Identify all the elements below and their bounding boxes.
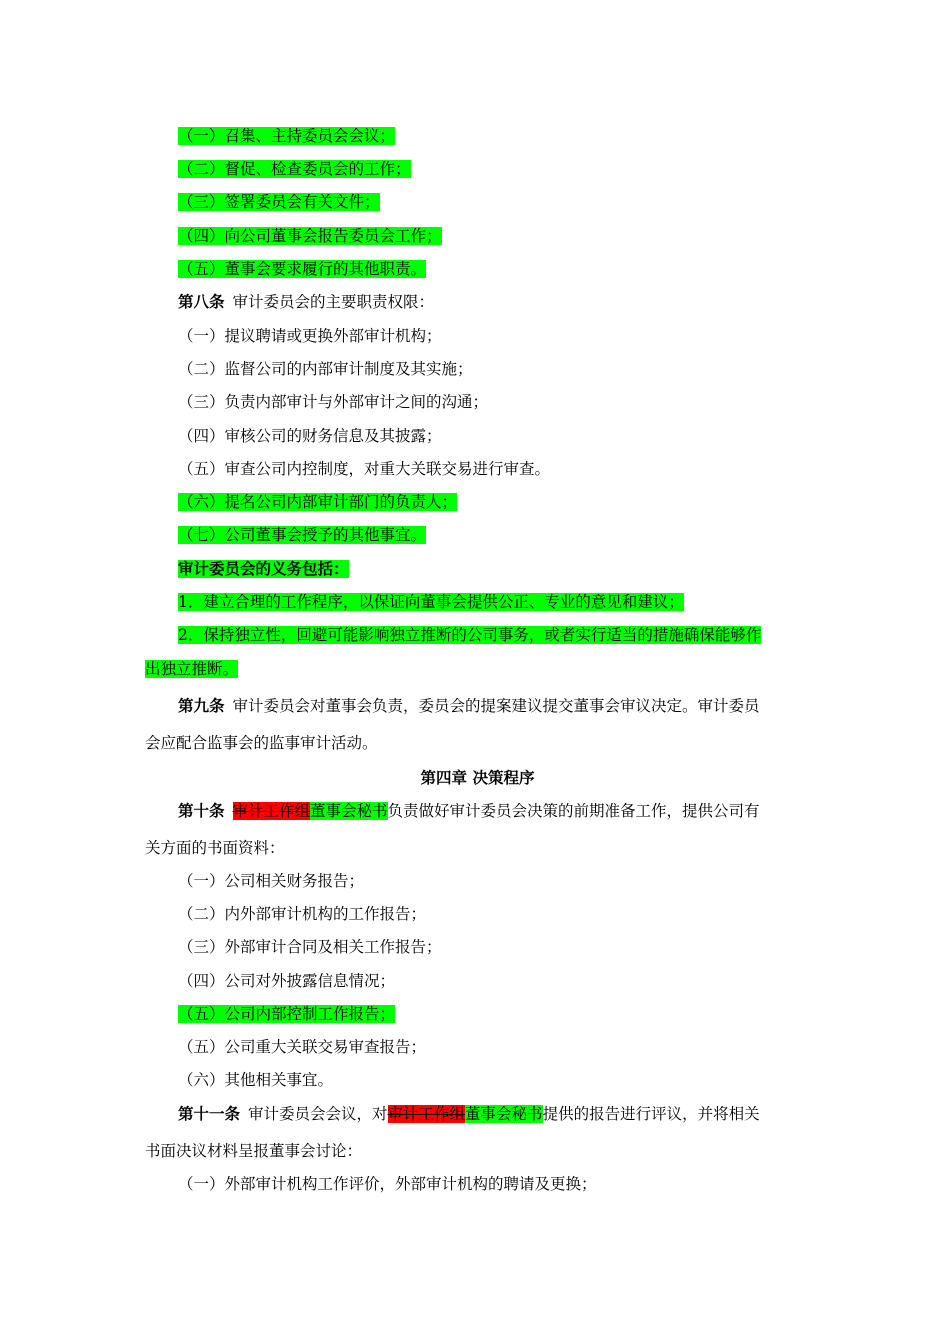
- article-8-item-4: （四）审核公司的财务信息及其披露；: [178, 427, 442, 445]
- article-10-item-1: （一）公司相关财务报告；: [178, 872, 365, 890]
- article-11-line-1: 第十一条 审计委员会会议，对审计工作组董事会秘书提供的报告进行评议，并将相关: [178, 1105, 760, 1123]
- article-8-label: 第八条: [178, 293, 225, 311]
- article-8-text: 审计委员会的主要职责权限：: [232, 293, 435, 311]
- article-9-line-1: 第九条 审计委员会对董事会负责，委员会的提案建议提交董事会审议决定。审计委员: [178, 697, 760, 715]
- obligation-2-line-1: 2．保持独立性，回避可能影响独立推断的公司事务，或者实行适当的措施确保能够作: [178, 626, 762, 644]
- article-9-line-2: 会应配合监事会的监事审计活动。: [145, 734, 378, 752]
- article-10-item-3: （三）外部审计合同及相关工作报告；: [178, 938, 442, 956]
- article-8-item-7: （七）公司董事会授予的其他事宜。: [178, 526, 427, 544]
- article-10-line-1: 第十条 审计工作组董事会秘书负责做好审计委员会决策的前期准备工作，提供公司有: [178, 802, 760, 820]
- article-8-item-6: （六）提名公司内部审计部门的负责人；: [178, 493, 458, 511]
- article-8-item-1: （一）提议聘请或更换外部审计机构；: [178, 327, 442, 345]
- article-10-item-added: （五）公司内部控制工作报告；: [178, 1005, 396, 1023]
- article-10-line-2: 关方面的书面资料：: [145, 839, 285, 857]
- article-11-line-2: 书面决议材料呈报董事会讨论：: [145, 1142, 363, 1160]
- obligation-2-line-2: 出独立推断。: [145, 660, 239, 678]
- article-10-item-6: （六）其他相关事宜。: [178, 1071, 334, 1089]
- inserted-text: 董事会秘书: [465, 1105, 543, 1123]
- article-8-item-2: （二）监督公司的内部审计制度及其实施；: [178, 360, 473, 378]
- article-8-item-3: （三）负责内部审计与外部审计之间的沟通；: [178, 393, 489, 411]
- chair-duty-2: （二）督促、检查委员会的工作；: [178, 160, 411, 178]
- article-11-item-1: （一）外部审计机构工作评价，外部审计机构的聘请及更换；: [178, 1175, 597, 1193]
- article-10-item-5: （五）公司重大关联交易审查报告；: [178, 1038, 427, 1056]
- chair-duty-5: （五）董事会要求履行的其他职责。: [178, 260, 427, 278]
- article-9-label: 第九条: [178, 697, 225, 715]
- article-10-item-4: （四）公司对外披露信息情况；: [178, 972, 396, 990]
- obligation-1: 1．建立合理的工作程序，以保证向董事会提供公正、专业的意见和建议；: [178, 593, 684, 611]
- obligations-heading: 审计委员会的义务包括：: [178, 560, 349, 578]
- chapter-4-heading: 第四章 决策程序: [420, 769, 535, 787]
- article-8-heading: [178, 292, 843, 312]
- chair-duty-1: （一）召集、主持委员会会议；: [178, 127, 396, 145]
- article-10-label: 第十条: [178, 802, 225, 820]
- chair-duty-3: （三）签署委员会有关文件；: [178, 193, 380, 211]
- deleted-text: 审计工作组: [387, 1105, 466, 1123]
- article-11-label: 第十一条: [178, 1105, 241, 1123]
- article-10-item-2: （二）内外部审计机构的工作报告；: [178, 905, 427, 923]
- chair-duty-4: （四）向公司董事会报告委员会工作；: [178, 227, 442, 245]
- inserted-text: 董事会秘书: [310, 802, 388, 820]
- deleted-text: 审计工作组: [232, 802, 311, 820]
- article-8-item-5: （五）审查公司内控制度，对重大关联交易进行审查。: [178, 460, 551, 478]
